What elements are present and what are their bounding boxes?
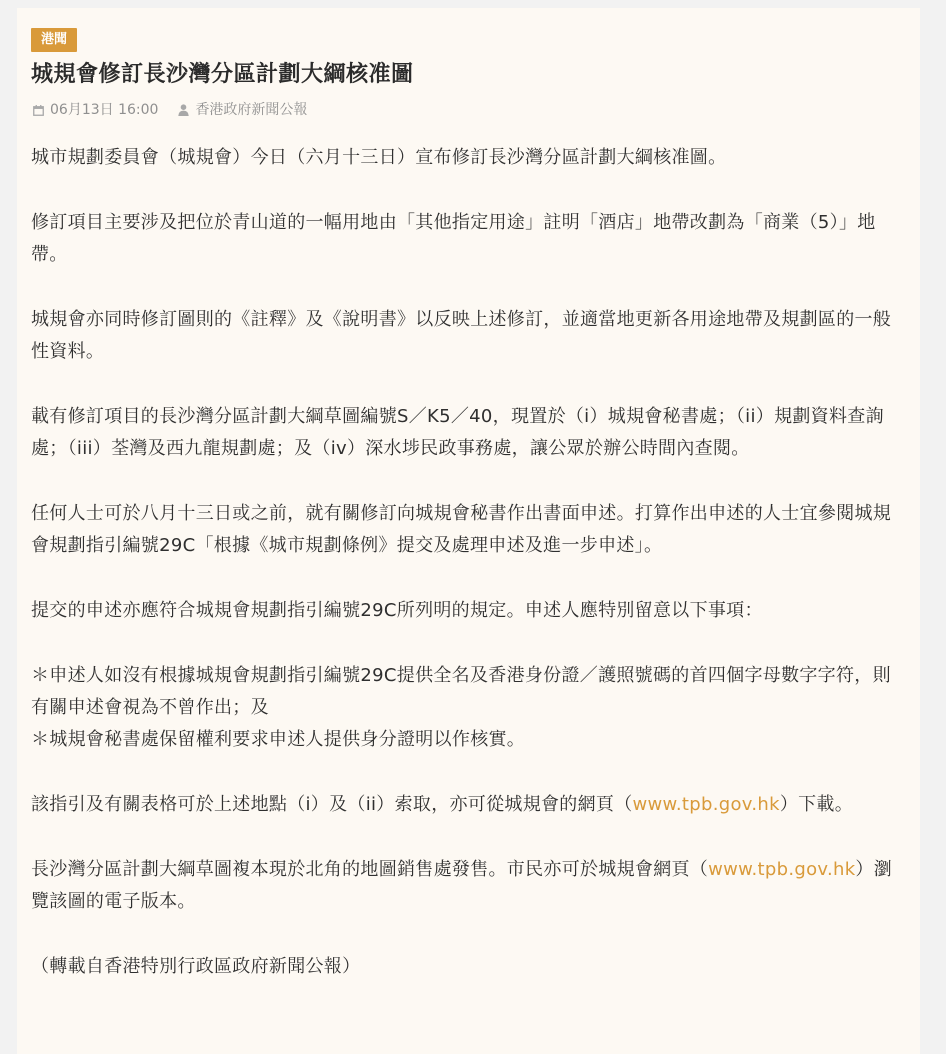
calendar-icon xyxy=(31,103,45,117)
paragraph: 城規會亦同時修訂圖則的《註釋》及《說明書》以反映上述修訂，並適當地更新各用途地帶及規劃區的一般性資料。 xyxy=(31,309,892,362)
tpb-website-link[interactable]: www.tpb.gov.hk xyxy=(632,794,780,815)
source-credit: （轉載自香港特別行政區政府新聞公報） xyxy=(31,956,361,977)
paragraph: ＊城規會秘書處保留權利要求申述人提供身分證明以作核實。 xyxy=(31,729,526,750)
article-body xyxy=(31,142,906,983)
paragraph-text: 該指引及有關表格可於上述地點（i）及（ii）索取，亦可從城規會的網頁（ xyxy=(31,794,633,815)
paragraph xyxy=(31,854,906,918)
paragraph: 城市規劃委員會（城規會）今日（六月十三日）宣布修訂長沙灣分區計劃大綱核准圖。 xyxy=(31,147,727,168)
paragraph xyxy=(31,789,906,821)
paragraph: 載有修訂項目的長沙灣分區計劃大綱草圖編號S／K5／40，現置於（i）城規會秘書處；（ii）規劃資料查詢處；（iii）荃灣及西九龍規劃處；及（iv）深水埗民政事務處，讓公眾於辦公時間內查閱。 xyxy=(31,406,884,459)
tpb-website-link[interactable]: www.tpb.gov.hk xyxy=(708,859,856,880)
category-badge[interactable]: 港聞 xyxy=(31,28,77,52)
article-date: 06月13日 16:00 xyxy=(50,102,159,118)
paragraph-text: 長沙灣分區計劃大綱草圖複本現於北角的地圖銷售處發售。市民亦可於城規會網頁（ xyxy=(31,859,709,880)
paragraph: ＊申述人如沒有根據城規會規劃指引編號29C提供全名及香港身份證／護照號碼的首四個字母數字字符，則有關申述會視為不曾作出；及 xyxy=(31,665,891,718)
article-title: 城規會修訂長沙灣分區計劃大綱核准圖 xyxy=(31,62,414,87)
paragraph: 修訂項目主要涉及把位於青山道的一幅用地由「其他指定用途」註明「酒店」地帶改劃為「商業（5）」地帶。 xyxy=(31,212,876,265)
article-card xyxy=(17,8,920,1054)
article-meta xyxy=(31,100,906,120)
paragraph-text: ）瀏覽該圖的電子版本。 xyxy=(31,859,893,912)
user-icon xyxy=(176,103,190,117)
paragraph: 任何人士可於八月十三日或之前，就有關修訂向城規會秘書作出書面申述。打算作出申述的人士宜參閱城規會規劃指引編號29C「根據《城市規劃條例》提交及處理申述及進一步申述」。 xyxy=(31,503,892,556)
paragraph-text: ）下載。 xyxy=(779,794,854,815)
paragraph: 提交的申述亦應符合城規會規劃指引編號29C所列明的規定。申述人應特別留意以下事項： xyxy=(31,600,763,621)
article-source[interactable]: 香港政府新聞公報 xyxy=(195,102,308,118)
